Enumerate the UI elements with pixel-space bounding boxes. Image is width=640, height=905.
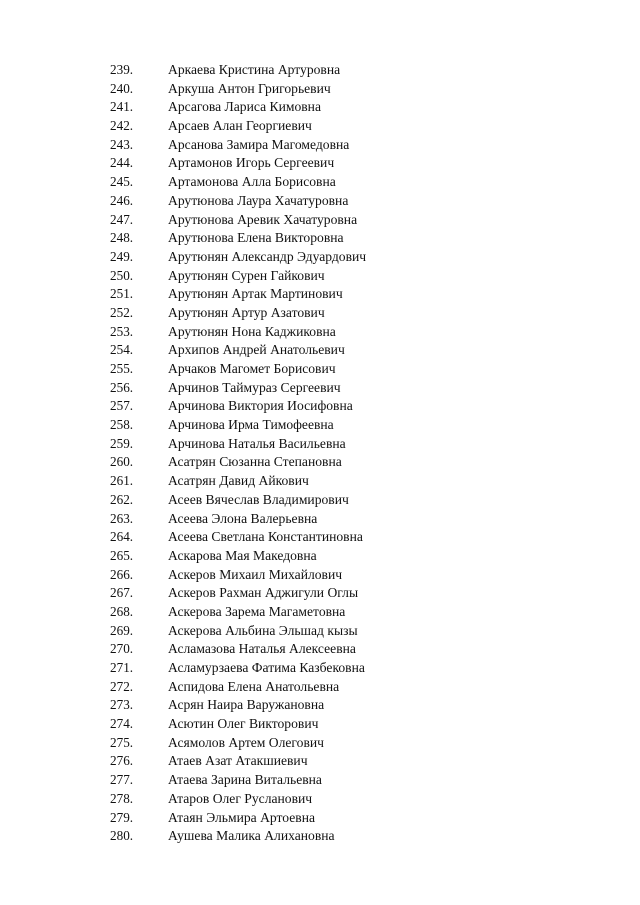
item-number: 241. — [110, 99, 134, 115]
person-name: Аскарова Мая Македовна — [168, 547, 317, 563]
person-name: Арчинов Таймураз Сергеевич — [168, 379, 341, 395]
item-number: 265. — [110, 547, 134, 563]
item-number: 258. — [110, 417, 134, 433]
item-number: 267. — [110, 585, 134, 601]
person-name: Арутюнян Артур Азатович — [168, 304, 325, 320]
list-item — [110, 211, 366, 230]
item-number: 278. — [110, 790, 134, 806]
person-name: Атаев Азат Атакшиевич — [168, 753, 308, 769]
item-number: 271. — [110, 660, 134, 675]
item-number: 244. — [110, 155, 134, 171]
list-item — [110, 734, 366, 753]
list-item — [110, 472, 366, 491]
item-number: 275. — [110, 734, 134, 750]
person-name: Арчаков Магомет Борисович — [168, 361, 336, 376]
person-name: Асатрян Сюзанна Степановна — [168, 454, 342, 470]
list-item — [110, 752, 366, 771]
list-item — [110, 173, 366, 192]
list-item — [110, 510, 366, 529]
list-item — [110, 136, 366, 155]
item-number: 255. — [110, 361, 134, 376]
list-item — [110, 790, 366, 809]
person-name: Арчинова Виктория Иосифовна — [168, 398, 353, 414]
list-item — [110, 696, 366, 715]
item-number: 248. — [110, 230, 134, 246]
item-number: 245. — [110, 174, 134, 190]
person-name: Атаева Зарина Витальевна — [168, 772, 322, 788]
list-item — [110, 678, 366, 697]
person-name: Арутюнян Сурен Гайкович — [168, 267, 325, 283]
person-name: Арутюнова Лаура Хачатуровна — [168, 192, 349, 208]
list-item — [110, 528, 366, 547]
item-number: 251. — [110, 286, 134, 302]
person-name: Аркаева Кристина Артуровна — [168, 62, 341, 77]
person-name: Аскеров Михаил Михайлович — [168, 566, 343, 582]
item-number: 249. — [110, 248, 134, 264]
person-name: Арчинова Ирма Тимофеевна — [168, 417, 334, 433]
list-item — [110, 416, 366, 435]
item-number: 274. — [110, 716, 134, 732]
list-item — [110, 341, 366, 360]
list-item — [110, 192, 366, 211]
item-number: 262. — [110, 491, 134, 507]
person-name: Арутюнян Александр Эдуардович — [168, 248, 367, 264]
item-number: 257. — [110, 398, 134, 414]
list-item — [110, 453, 366, 472]
person-name: Асеева Светлана Константиновна — [168, 529, 363, 545]
list-item — [110, 435, 366, 454]
item-number: 256. — [110, 379, 134, 395]
person-name: Аушева Малика Алихановна — [168, 828, 335, 844]
item-number: 279. — [110, 809, 134, 825]
item-number: 261. — [110, 473, 134, 489]
list-item — [110, 603, 366, 622]
item-number: 272. — [110, 678, 134, 694]
person-name: Асеева Элона Валерьевна — [168, 510, 318, 526]
person-name: Асютин Олег Викторович — [168, 716, 319, 732]
person-name: Аскерова Зарема Магаметовна — [168, 603, 346, 619]
person-name: Аскерова Альбина Эльшад кызы — [168, 622, 358, 638]
person-name: Арутюнян Нона Каджиковна — [168, 323, 336, 339]
list-item — [110, 61, 366, 80]
item-number: 247. — [110, 211, 134, 227]
item-number: 250. — [110, 267, 134, 283]
list-item — [110, 154, 366, 173]
list-item — [110, 827, 366, 846]
list-item — [110, 566, 366, 585]
item-number: 240. — [110, 80, 134, 96]
list-item — [110, 379, 366, 398]
list-item — [110, 98, 366, 117]
person-name: Артамонов Игорь Сергеевич — [168, 155, 335, 171]
person-name: Атаров Олег Русланович — [168, 790, 313, 806]
item-number: 263. — [110, 510, 134, 526]
person-name: Арсанова Замира Магомедовна — [168, 136, 350, 152]
list-item — [110, 397, 366, 416]
person-name: Арсагова Лариса Кимовна — [168, 99, 321, 115]
person-name: Артамонова Алла Борисовна — [168, 174, 336, 190]
item-number: 254. — [110, 342, 134, 358]
person-name: Асламазова Наталья Алексеевна — [168, 641, 356, 657]
item-number: 276. — [110, 753, 134, 769]
list-item — [110, 267, 366, 286]
person-name: Арчинова Наталья Васильевна — [168, 435, 346, 451]
list-item — [110, 248, 366, 267]
list-item — [110, 285, 366, 304]
item-number: 246. — [110, 192, 134, 208]
list-item — [110, 117, 366, 136]
item-number: 239. — [110, 62, 134, 77]
list-item — [110, 715, 366, 734]
list-item — [110, 304, 366, 323]
list-item — [110, 659, 366, 678]
item-number: 269. — [110, 622, 134, 638]
list-item — [110, 360, 366, 379]
name-list — [110, 61, 366, 846]
item-number: 277. — [110, 772, 134, 788]
person-name: Асатрян Давид Айкович — [168, 473, 309, 489]
item-number: 242. — [110, 118, 134, 134]
list-item — [110, 622, 366, 641]
person-name: Арутюнова Елена Викторовна — [168, 230, 344, 246]
person-name: Атаян Эльмира Артоевна — [168, 809, 316, 825]
item-number: 259. — [110, 435, 134, 451]
person-name: Аскеров Рахман Аджигули Оглы — [168, 585, 359, 601]
person-name: Арсаев Алан Георгиевич — [168, 118, 312, 134]
item-number: 253. — [110, 323, 134, 339]
person-name: Аспидова Елена Анатольевна — [168, 678, 340, 694]
item-number: 243. — [110, 136, 134, 152]
person-name: Асрян Наира Варужановна — [168, 697, 325, 713]
item-number: 266. — [110, 566, 134, 582]
list-item — [110, 80, 366, 99]
list-item — [110, 547, 366, 566]
item-number: 264. — [110, 529, 134, 545]
item-number: 260. — [110, 454, 134, 470]
list-item — [110, 491, 366, 510]
item-number: 270. — [110, 641, 134, 657]
person-name: Асламурзаева Фатима Казбековна — [168, 660, 365, 675]
item-number: 280. — [110, 828, 134, 844]
person-name: Асеев Вячеслав Владимирович — [168, 491, 349, 507]
item-number: 268. — [110, 603, 134, 619]
item-number: 252. — [110, 304, 134, 320]
list-item — [110, 771, 366, 790]
item-number: 273. — [110, 697, 134, 713]
list-item — [110, 229, 366, 248]
list-item — [110, 809, 366, 828]
person-name: Арутюнян Артак Мартинович — [168, 286, 343, 302]
list-item — [110, 323, 366, 342]
list-item — [110, 584, 366, 603]
person-name: Аркуша Антон Григорьевич — [168, 80, 331, 96]
list-item — [110, 640, 366, 659]
person-name: Арутюнова Аревик Хачатуровна — [168, 211, 358, 227]
person-name: Архипов Андрей Анатольевич — [168, 342, 345, 358]
person-name: Асямолов Артем Олегович — [168, 734, 324, 750]
